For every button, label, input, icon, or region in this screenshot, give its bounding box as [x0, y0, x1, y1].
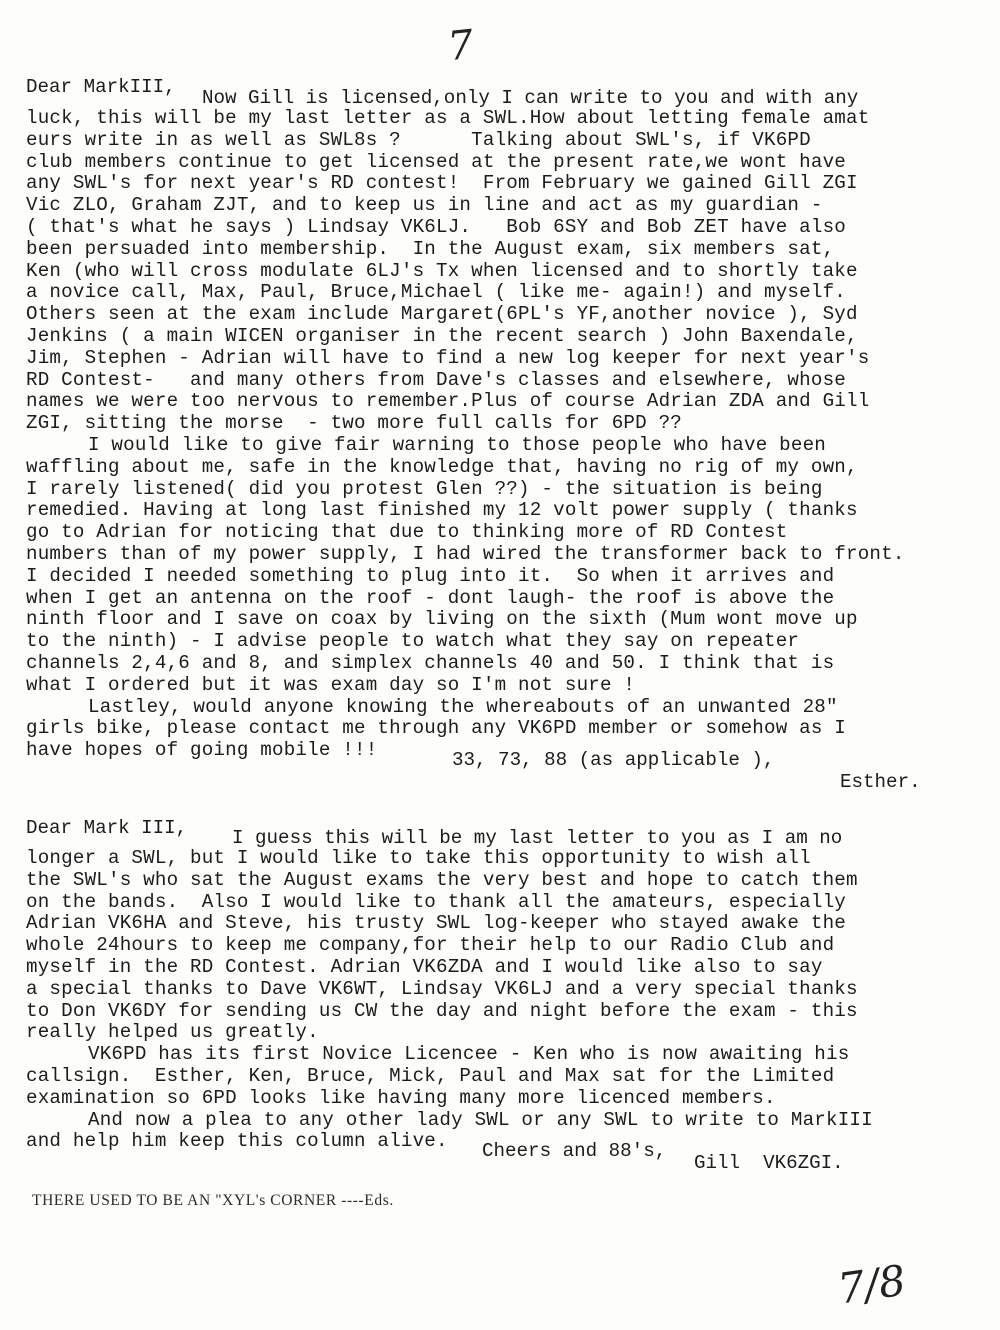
body-line: the SWL's who sat the August exams the very best and hope to catch them [26, 868, 858, 891]
body-line: Jenkins ( a main WICEN organiser in the recent search ) John Baxendale, [26, 324, 858, 347]
body-line: girls bike, please contact me through any VK6PD member or somehow as I [26, 717, 847, 740]
letter2-valediction: Cheers and 88's, [482, 1140, 667, 1162]
body-line: ninth floor and I save on coax by living on the sixth (Mum wont move up [26, 608, 858, 631]
editor-note: THERE USED TO BE AN "XYL's CORNER ----Eds. [32, 1192, 394, 1209]
body-line: a novice call, Max, Paul, Bruce,Michael ( like me- again!) and myself. [26, 281, 847, 304]
body-line: to Don VK6DY for sending us CW the day and night before the exam - this [26, 999, 858, 1022]
body-line: names we were too nervous to remember.Plus of course Adrian ZDA and Gill [26, 390, 870, 413]
letter2-signature: Gill VK6ZGI. [694, 1152, 844, 1174]
body-line: ZGI, sitting the morse - two more full calls for 6PD ?? [26, 412, 683, 435]
paragraph-start-line: I would like to give fair warning to those people who have been [88, 433, 827, 456]
body-line: go to Adrian for noticing that due to thinking more of RD Contest [26, 521, 788, 544]
body-line: I rarely listened( did you protest Glen ??) - the situation is being [26, 477, 823, 500]
paragraph-start-line: Lastley, would anyone knowing the whereabouts of an unwanted 28" [88, 695, 838, 718]
paragraph-start-line: And now a plea to any other lady SWL or any SWL to write to MarkIII [88, 1108, 873, 1131]
body-line: club members continue to get licensed at the present rate,we wont have [26, 150, 847, 173]
body-line: eurs write in as well as SWL8s ? Talking about SWL's, if VK6PD [26, 128, 811, 151]
body-line: on the bands. Also I would like to thank all the amateurs, especially [26, 890, 847, 913]
letter1-salutation: Dear MarkIII, [26, 76, 176, 98]
letter1-opening-line: Now Gill is licensed,only I can write to you and with any [202, 87, 859, 109]
body-line: a special thanks to Dave VK6WT, Lindsay VK6LJ and a very special thanks [26, 977, 858, 1000]
body-line: I decided I needed something to plug into it. So when it arrives and [26, 564, 835, 587]
body-line: waffling about me, safe in the knowledge that, having no rig of my own, [26, 455, 858, 478]
letter1-signature: Esther. [840, 771, 921, 793]
body-line: Jim, Stephen - Adrian will have to find a new log keeper for next year's [26, 346, 870, 369]
page-number: 7 [445, 21, 476, 71]
body-line: examination so 6PD looks like having many more licenced members. [26, 1086, 776, 1109]
body-line: to the ninth) - I advise people to watch what they say on repeater [26, 630, 800, 653]
body-line: callsign. Esther, Ken, Bruce, Mick, Paul and Max sat for the Limited [26, 1064, 835, 1087]
body-line: longer a SWL, but I would like to take this opportunity to wish all [26, 847, 811, 869]
letter2-opening-line: I guess this will be my last letter to you as I am no [232, 827, 843, 849]
letter1-body [26, 108, 986, 762]
body-line: been persuaded into membership. In the August exam, six members sat, [26, 237, 835, 260]
body-line: Others seen at the exam include Margaret(6PL's YF,another novice ), Syd [26, 303, 858, 326]
body-line: Adrian VK6HA and Steve, his trusty SWL log-keeper who stayed awake the [26, 912, 847, 935]
handwritten-page-mark: 7/8 [834, 1255, 909, 1314]
letter2-body [26, 848, 986, 1153]
letter1-valediction: 33, 73, 88 (as applicable ), [452, 749, 775, 771]
letter2-salutation: Dear Mark III, [26, 817, 188, 839]
paragraph-start-line: VK6PD has its first Novice Licencee - Ken who is now awaiting his [88, 1043, 850, 1066]
body-line: numbers than of my power supply, I had wired the transformer back to front. [26, 542, 905, 565]
body-line: have hopes of going mobile !!! [26, 739, 378, 762]
body-line: any SWL's for next year's RD contest! From February we gained Gill ZGI [26, 172, 858, 195]
body-line: really helped us greatly. [26, 1021, 319, 1044]
body-line: myself in the RD Contest. Adrian VK6ZDA and I would like also to say [26, 955, 823, 978]
body-line: Ken (who will cross modulate 6LJ's Tx when licensed and to shortly take [26, 259, 858, 282]
body-line: RD Contest- and many others from Dave's classes and elsewhere, whose [26, 368, 847, 391]
body-line: channels 2,4,6 and 8, and simplex channels 40 and 50. I think that is [26, 651, 835, 674]
body-line: what I ordered but it was exam day so I'm not sure ! [26, 673, 636, 696]
body-line: Vic ZLO, Graham ZJT, and to keep us in line and act as my guardian - [26, 194, 823, 217]
body-line: ( that's what he says ) Lindsay VK6LJ. Bob 6SY and Bob ZET have also [26, 215, 847, 238]
body-line: remedied. Having at long last finished my 12 volt power supply ( thanks [26, 499, 858, 522]
body-line: when I get an antenna on the roof - dont laugh- the roof is above the [26, 586, 835, 609]
body-line: luck, this will be my last letter as a SWL.How about letting female amat [26, 107, 870, 129]
body-line: whole 24hours to keep me company,for their help to our Radio Club and [26, 934, 835, 957]
body-line: and help him keep this column alive. [26, 1130, 448, 1153]
